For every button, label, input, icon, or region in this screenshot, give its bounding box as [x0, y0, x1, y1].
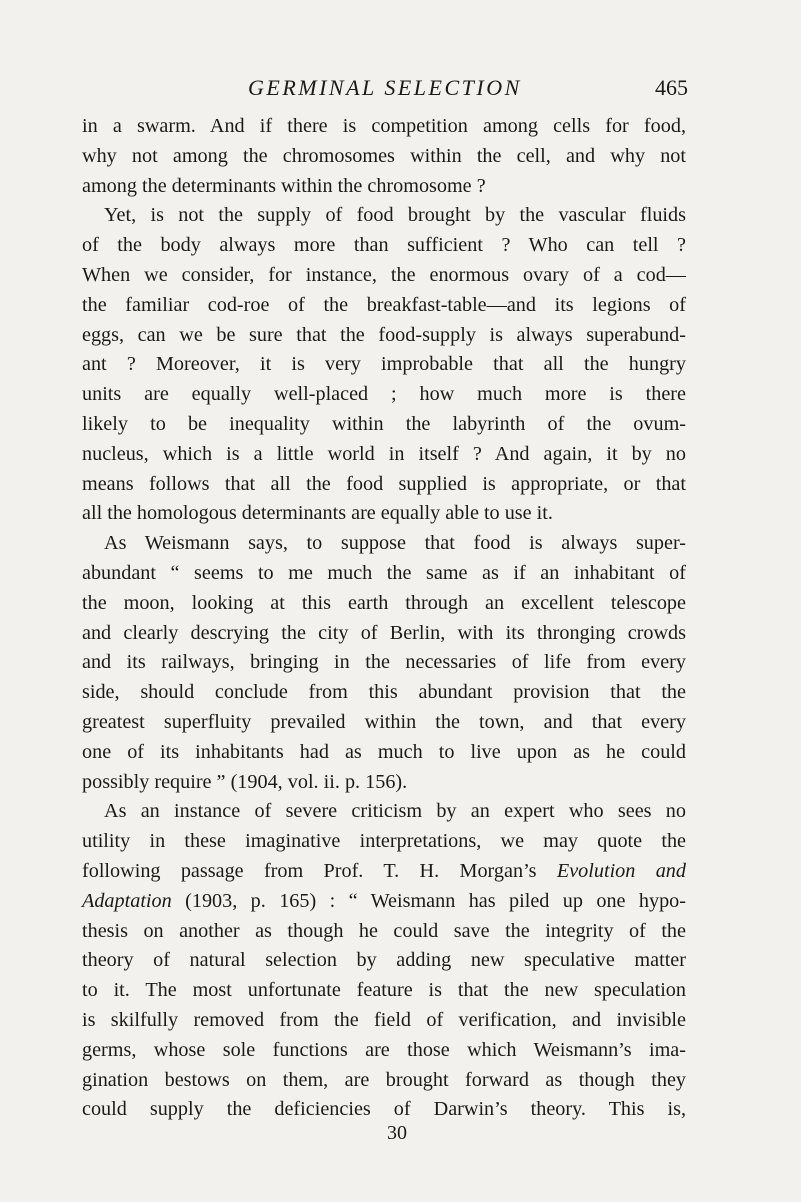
- text-line: utility in these imaginative interpretations, we may quote the: [82, 830, 686, 853]
- signature-mark: 30: [387, 1122, 407, 1144]
- text-line: to it. The most unfortunate feature is that the new speculation: [82, 979, 686, 1002]
- text-line: Yet, is not the supply of food brought by the vascular fluids: [104, 204, 686, 227]
- text-line: means follows that all the food supplied is appropriate, or that: [82, 472, 686, 495]
- text-line: ant ? Moreover, it is very improbable that all the hungry: [82, 353, 686, 376]
- text-line: thesis on another as though he could save the integrity of the: [82, 919, 686, 942]
- text-line: the moon, looking at this earth through an excellent telescope: [82, 591, 686, 614]
- text-line: germs, whose sole functions are those which Weismann’s ima-: [82, 1038, 686, 1061]
- text-line: side, should conclude from this abundant provision that the: [82, 681, 686, 704]
- text-line: likely to be inequality within the labyrinth of the ovum-: [82, 412, 686, 435]
- running-title: GERMINAL SELECTION: [248, 75, 522, 100]
- text-line: why not among the chromosomes within the cell, and why not: [82, 144, 686, 167]
- text-line: eggs, can we be sure that the food-supply is always superabund-: [82, 323, 686, 346]
- body-text: [82, 112, 686, 1125]
- text-line: one of its inhabitants had as much to live upon as he could: [82, 740, 686, 763]
- text-line: the familiar cod-roe of the breakfast-table—and its legions of: [82, 293, 686, 316]
- text-line: abundant “ seems to me much the same as if an inhabitant of: [82, 561, 686, 584]
- book-title: Evolution and: [556, 859, 686, 882]
- text-fragment: (1903, p. 165) : “ Weismann has piled up one hypo-: [171, 889, 686, 912]
- text-fragment: following passage from Prof. T. H. Morgan’s: [82, 859, 557, 882]
- text-line: units are equally well-placed ; how much more is there: [82, 383, 686, 406]
- book-title-continued: Adaptation: [82, 889, 172, 912]
- text-line: is skilfully removed from the field of verification, and invisible: [82, 1008, 686, 1031]
- text-line: of the body always more than sufficient ? Who can tell ?: [82, 234, 686, 257]
- text-line: all the homologous determinants are equally able to use it.: [82, 502, 553, 525]
- text-line: and its railways, bringing in the necessaries of life from every: [82, 651, 686, 674]
- text-line: greatest superfluity prevailed within the town, and that every: [82, 710, 686, 733]
- text-line: [82, 857, 686, 887]
- page-header: [0, 68, 801, 108]
- text-line: When we consider, for instance, the enormous ovary of a cod—: [82, 263, 686, 286]
- text-line: and clearly descrying the city of Berlin, with its thronging crowds: [82, 621, 686, 644]
- text-line: could supply the deficiencies of Darwin’s theory. This is,: [82, 1098, 686, 1121]
- text-line: among the determinants within the chromosome ?: [82, 174, 486, 197]
- text-line: As an instance of severe criticism by an expert who sees no: [104, 800, 686, 823]
- text-line: in a swarm. And if there is competition among cells for food,: [82, 115, 686, 137]
- text-line: As Weismann says, to suppose that food is always super-: [104, 532, 686, 555]
- page-number: 465: [655, 75, 688, 100]
- text-line: gination bestows on them, are brought forward as though they: [82, 1068, 686, 1091]
- text-line: nucleus, which is a little world in itself ? And again, it by no: [82, 442, 686, 465]
- text-line: [82, 887, 686, 917]
- text-line: theory of natural selection by adding new speculative matter: [82, 949, 686, 972]
- text-line: possibly require ” (1904, vol. ii. p. 156).: [82, 770, 408, 793]
